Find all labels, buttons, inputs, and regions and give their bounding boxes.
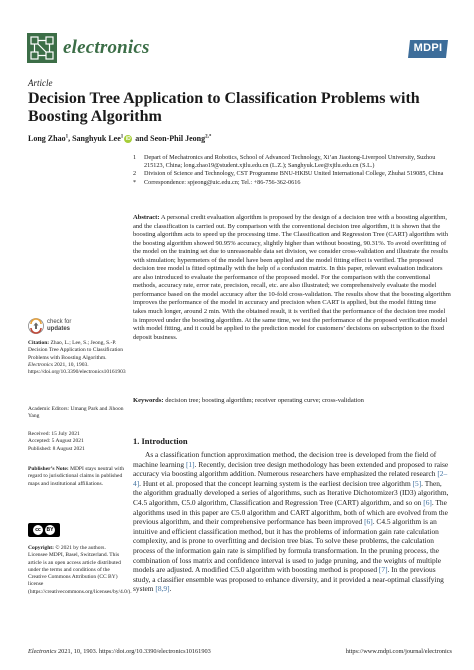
footer-volume: 2021, 10, 1903. https://doi.org/10.3390/electronics10161903 [58, 648, 211, 655]
author-affiliation-mark: 2,* [205, 134, 212, 140]
affiliation-number: * [133, 178, 137, 186]
abstract [133, 214, 451, 342]
publisher-note-label: Publisher’s Note: [28, 466, 69, 472]
affiliations [133, 154, 453, 187]
paper-title: Decision Tree Application to Classification Problems with Boosting Algorithm [28, 90, 420, 125]
citation-reference-link[interactable]: [6] [423, 497, 432, 507]
check-updates-line2: updates [47, 326, 71, 332]
citation-details: 2021, 10, 1903. https://doi.org/10.3390/electronics10161903 [28, 361, 126, 376]
footer-url[interactable]: https://www.mdpi.com/journal/electronics [345, 648, 452, 655]
keywords-label: Keywords: [133, 397, 164, 404]
cc-by-license-icon[interactable] [28, 523, 60, 537]
article-type: Article [28, 78, 53, 88]
copyright-text: © 2021 by the authors. Licensee MDPI, Basel, Switzerland. This article is an open access article distributed under the terms and conditions of the Creative Commons Attribution (CC BY) license (https://creativecommons.org/licenses/by/4.0/). [28, 545, 132, 595]
academic-editors [28, 406, 124, 421]
affiliation-text: Depart of Mechatronics and Robotics, School of Advanced Technology, Xi’an Jiaotong-Liverpool University, Suzhou 215123, China; long.zhao19@student.xjtlu.edu.cn (L.Z.); Sanghyuk.Lee@xjtlu.edu.cn (S.L.) [144, 154, 436, 170]
keywords-text: decision tree; boosting algorithm; receiver operating curve; cross-validation [165, 397, 364, 404]
author-affiliation-mark: 1 [65, 134, 69, 140]
orcid-icon[interactable]: iD [125, 136, 131, 143]
author-name: Seon-Phil Jeong [150, 134, 206, 143]
citation-reference-link[interactable]: [8,9] [155, 584, 170, 594]
citation-journal: Electronics [28, 361, 53, 368]
introduction-text-segment: . Hunt et al. proposed that the concept learning system is the earliest decision tree algorithm [139, 478, 413, 488]
editors-text: Umang Park and Jihoon Yang [28, 406, 124, 420]
citation-reference-link[interactable]: [6] [364, 517, 373, 527]
abstract-text: A personal credit evaluation algorithm is proposed by the design of a decision tree with a boosting algorithm, and the classification is carried out. By comparison with the conventional decision tree algorithm, it is shown that the boosting algorithm acts to speed up the processing time. The Classification and Regression Tree (CART) algorithm with the boosting algorithm showed 90.95% accuracy, slightly higher than without boosting, 90.31%. To avoid overfitting of the model on the training set due to unreasonable data set division, we consider cross-validation and illustrate the results with simulation; hypermeters of the model have been applied and the model fitting effect is verified. The proposed decision tree model is fitted optimally with the help of a confusion matrix. In this paper, relevant evaluation indicators are also introduced to evaluate the performance of the proposed model. For the comparison with the conventional methods, accuracy rate, error rate, precision, recall, etc. are also illustrated; we comprehensively evaluate the model performance based on the model accuracy after the 10-fold cross-validation. The results show that the boosting algorithm improves the performance of the model in accuracy and precision when CART is applied, but the model fitting time takes much longer, around 2 min. With the obtained result, it is verified that the performance of the decision tree model is improved under the boosting algorithm. At the same time, we test the performance of the proposed verification model with model fitting, and it could be applied to the prediction model for customers’ decisions on subscription to the fixed deposit business. [133, 214, 451, 341]
footer-citation [28, 648, 211, 655]
citation-reference-link[interactable]: [7] [378, 565, 388, 575]
introduction-text-segment: As a classification function approximation method, the decision tree is developed from the field of machine learning [133, 450, 437, 469]
mdpi-logo [408, 40, 448, 58]
check-updates-line1: check for [47, 319, 72, 325]
author-separator: , [68, 134, 73, 143]
cc-icon: cc [33, 525, 43, 535]
citation-reference-link[interactable]: [5] [412, 478, 422, 488]
introduction-text-segment: . [169, 584, 172, 594]
citation-reference-link[interactable]: [1] [185, 459, 195, 469]
author-list [28, 134, 211, 143]
citation-label: Citation: [28, 340, 50, 346]
section-heading-introduction: 1. Introduction [133, 436, 188, 446]
page-footer [28, 648, 452, 655]
affiliation-number: 1 [133, 154, 137, 161]
affiliation-number: 2 [133, 170, 137, 178]
footer-journal: Electronics [28, 648, 57, 655]
journal-name: electronics [63, 37, 150, 58]
copyright-block [28, 545, 132, 596]
check-for-updates-button[interactable] [28, 318, 88, 336]
introduction-text-segment: . Recently, decision tree design methodology has been extended and proposed to raise accuracy via boosting algorithm addition. Numerous researchers have emphasized the related research [133, 459, 449, 479]
check-for-updates-label [47, 319, 71, 333]
received-date: Received: 15 July 2021 [28, 431, 80, 437]
publisher-note-text: MDPI stays neutral with regard to jurisdictional claims in published maps and institutional affiliations. [28, 466, 124, 487]
mdpi-logo-text: MDPI [413, 42, 443, 54]
affiliation-item [133, 179, 453, 187]
by-icon: BY [46, 527, 54, 533]
introduction-paragraph [133, 450, 451, 594]
affiliation-item [133, 170, 453, 178]
introduction-text-segment: . In the previous study, a classifier ensemble was proposed to enhance diversity, and it provided a near-optimal classifying system [133, 565, 444, 594]
introduction-text-segment: . C4.5 algorithm is an intuitive and efficient classification method, but it has the problems of information gain rate calculation complexity, and is prone to overfitting and decision tree bias. To solve these problems, the calculation process of the information gain rate is simplified by formula transformation. In the pruning process, the combination of loss matrix and confidence interval is used to judge pruning, and the weights of multiple models are adjusted. A modified C5.0 algorithm with boosting method is proposed [133, 517, 442, 575]
editors-label: Academic Editors: [28, 406, 70, 412]
author-name: Long Zhao [28, 134, 66, 143]
author-separator: and [133, 134, 151, 143]
affiliation-text: Division of Science and Technology, CST Programme BNU-HKBU United International College, Zhuhai 519085, China [144, 170, 444, 178]
check-for-updates-icon [28, 318, 44, 334]
accepted-date: Accepted: 5 August 2021 [28, 438, 84, 445]
affiliation-item [133, 154, 453, 170]
correspondence-text: Correspondence: spjeong@uic.edu.cn; Tel.: +86-756-362-0616 [144, 178, 301, 186]
publication-dates [28, 431, 124, 453]
publisher-note [28, 466, 124, 488]
citation-block [28, 340, 124, 376]
author-affiliation-mark: 1 [120, 134, 124, 140]
citation-text: Zhao, L.; Lee, S.; Jeong, S.-P. Decision Tree Application to Classification Problems with Boosting Algorithm. [28, 340, 124, 361]
keywords [133, 397, 451, 406]
citation-reference-link[interactable]: [2–4] [133, 469, 448, 488]
introduction-text-segment: . The algorithms used in this paper are C5.0 algorithm and CART algorithm, both of which are evolved from the previous algorithm, and their comprehensive performance has been improved [133, 497, 448, 527]
introduction-text-segment: . Then, the algorithm gradually developed a series of algorithms, such as Iterative Dichotomizer3 (ID3) algorithm, C4.5 algorithm, C5.0 algorithm, Classification and Regression Tree (CART) algorithm, and so on [133, 478, 449, 507]
journal-logo-icon [27, 33, 57, 63]
published-date: Published: 8 August 2021 [28, 445, 85, 452]
copyright-label: Copyright: [28, 545, 54, 551]
abstract-label: Abstract: [133, 214, 160, 221]
author-name: Sanghyuk Lee [72, 134, 121, 143]
